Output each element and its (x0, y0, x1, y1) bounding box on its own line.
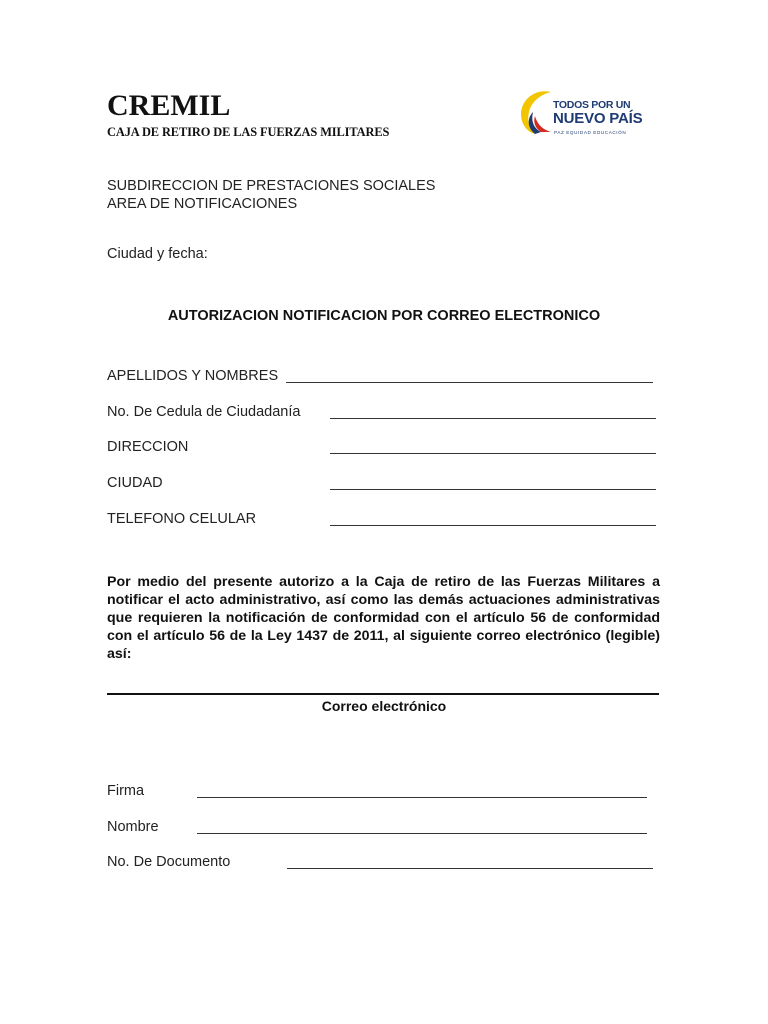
department-line1: SUBDIRECCION DE PRESTACIONES SOCIALES (107, 178, 436, 194)
field-line-cedula[interactable] (330, 418, 656, 419)
logo-line2: NUEVO PAÍS (553, 110, 643, 127)
field-label-direccion: DIRECCION (107, 439, 189, 455)
firma-label: Firma (107, 783, 145, 799)
field-label-names: APELLIDOS Y NOMBRES (107, 368, 279, 384)
nombre-label: Nombre (107, 819, 159, 835)
field-line-names[interactable] (286, 382, 653, 383)
field-line-direccion[interactable] (330, 453, 656, 454)
field-line-ciudad[interactable] (330, 489, 656, 490)
field-line-telefono[interactable] (330, 525, 656, 526)
email-line[interactable] (107, 693, 659, 695)
authorization-paragraph: Por medio del presente autorizo a la Caja de retiro de las Fuerzas Militares a notificar el acto administrativo, así como las demás actuaciones administrativas que requieren la notificación de conformidad con el artículo 56 de conformidad con el artículo 56 de la Ley 1437 de 2011, al siguiente correo electrónico (legible) así: (107, 574, 660, 662)
documento-line[interactable] (287, 868, 653, 869)
org-fullname: CAJA DE RETIRO DE LAS FUERZAS MILITARES (107, 125, 390, 139)
email-label: Correo electrónico (321, 698, 447, 714)
field-label-ciudad: CIUDAD (107, 475, 163, 491)
org-name: CREMIL (107, 89, 231, 122)
firma-line[interactable] (197, 797, 647, 798)
field-label-telefono: TELEFONO CELULAR (107, 511, 257, 527)
document-title: AUTORIZACION NOTIFICACION POR CORREO ELECTRONICO (167, 308, 601, 324)
field-label-cedula: No. De Cedula de Ciudadanía (107, 404, 301, 420)
documento-label: No. De Documento (107, 854, 231, 870)
city-date-label: Ciudad y fecha: (107, 246, 208, 262)
nombre-line[interactable] (197, 833, 647, 834)
logo-tagline: PAZ EQUIDAD EDUCACIÓN (554, 130, 627, 135)
logo-yellow-swoosh (521, 91, 551, 134)
department-line2: AREA DE NOTIFICACIONES (107, 196, 298, 212)
logo-line1: TODOS POR UN (553, 99, 631, 111)
